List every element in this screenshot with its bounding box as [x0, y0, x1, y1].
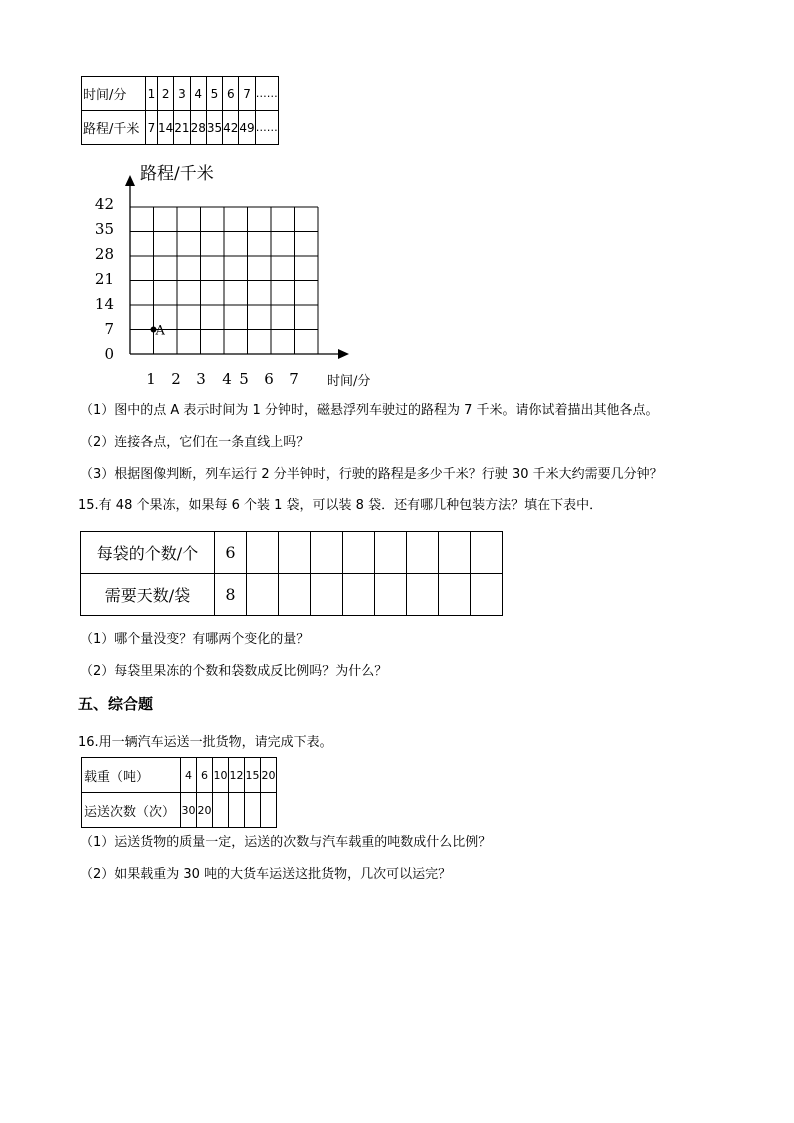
y-tick-label: 0 [104, 345, 114, 363]
x-tick-label: 4 [222, 370, 232, 388]
table-cell-empty[interactable] [311, 574, 343, 616]
table-cell: 8 [215, 574, 247, 616]
q14-part3: （3）根据图像判断，列车运行 2 分半钟时，行驶的路程是多少千米？行驶 30 千米大约需要几分钟？ [80, 467, 663, 482]
table-cell: …… [255, 111, 278, 145]
table-cell: 42 [223, 111, 239, 145]
table-header-cell: 载重（吨） [82, 758, 181, 793]
table-cell-empty[interactable] [407, 532, 439, 574]
table-cell-empty[interactable] [213, 793, 229, 828]
q14-part1: （1）图中的点 A 表示时间为 1 分钟时，磁悬浮列车驶过的路程为 7 千米。请你试着描出其他各点。 [80, 403, 659, 418]
q16-part2: （2）如果载重为 30 吨的大货车运送这批货物，几次可以运完？ [80, 867, 452, 882]
table-cell: 4 [181, 758, 197, 793]
table-cell: 6 [223, 77, 239, 111]
table-row [82, 793, 277, 828]
x-tick-label: 3 [196, 370, 206, 388]
table-cell: 12 [229, 758, 245, 793]
table-cell: …… [255, 77, 278, 111]
x-tick-label: 5 [239, 370, 249, 388]
table-cell: 20 [261, 758, 277, 793]
table-cell: 20 [197, 793, 213, 828]
q15-part2: （2）每袋里果冻的个数和袋数成反比例吗？为什么？ [80, 664, 388, 679]
table-cell: 49 [239, 111, 255, 145]
table-cell: 14 [158, 111, 174, 145]
table-cell-empty[interactable] [245, 793, 261, 828]
q14-part2: （2）连接各点，它们在一条直线上吗？ [80, 435, 310, 450]
table-cell-empty[interactable] [261, 793, 277, 828]
x-axis-label: 时间/分 [327, 374, 371, 389]
y-tick-label: 42 [94, 195, 114, 213]
table-cell: 15 [245, 758, 261, 793]
y-tick-label: 28 [94, 245, 114, 263]
table-cell-empty[interactable] [343, 532, 375, 574]
table-cell-empty[interactable] [407, 574, 439, 616]
table-cell-empty[interactable] [439, 532, 471, 574]
y-tick-label: 7 [104, 320, 114, 338]
q16-part1: （1）运送货物的质量一定，运送的次数与汽车载重的吨数成什么比例？ [80, 835, 492, 850]
table-cell-empty[interactable] [471, 574, 503, 616]
table-cell-empty[interactable] [279, 532, 311, 574]
table-cell-empty[interactable] [471, 532, 503, 574]
table-cell-empty[interactable] [343, 574, 375, 616]
table-cell: 6 [197, 758, 213, 793]
table-cell-empty[interactable] [279, 574, 311, 616]
table-cell-empty[interactable] [247, 574, 279, 616]
table-cell-empty[interactable] [439, 574, 471, 616]
table-cell-empty[interactable] [247, 532, 279, 574]
table-cell: 5 [206, 77, 222, 111]
y-axis-arrow [125, 175, 135, 186]
table-cell: 4 [190, 77, 206, 111]
q15-part1: （1）哪个量没变？有哪两个变化的量？ [80, 632, 310, 647]
table-cell: 3 [174, 77, 190, 111]
table-cell-empty[interactable] [375, 574, 407, 616]
x-tick-label: 7 [289, 370, 299, 388]
x-axis-arrow [338, 349, 349, 359]
table-header-cell: 运送次数（次） [82, 793, 181, 828]
table-header-cell: 时间/分 [82, 77, 146, 111]
cargo-table [81, 757, 277, 828]
table-cell: 2 [158, 77, 174, 111]
x-tick-label: 1 [146, 370, 156, 388]
table-header-cell: 需要天数/袋 [81, 574, 215, 616]
table-cell-empty[interactable] [375, 532, 407, 574]
table-row [81, 574, 503, 616]
table-cell: 7 [146, 111, 158, 145]
table-cell: 7 [239, 77, 255, 111]
table-cell-empty[interactable] [229, 793, 245, 828]
table-cell: 30 [181, 793, 197, 828]
table-cell: 10 [213, 758, 229, 793]
distance-time-chart [0, 0, 794, 400]
y-tick-label: 21 [94, 270, 114, 288]
q16-stem: 16.用一辆汽车运送一批货物，请完成下表。 [78, 735, 333, 750]
q15-stem: 15.有 48 个果冻，如果每 6 个装 1 袋，可以装 8 袋．还有哪几种包装方法？填在下表中． [78, 498, 603, 513]
y-tick-label: 14 [94, 295, 114, 313]
x-tick-label: 6 [264, 370, 274, 388]
point-label: A [155, 323, 165, 339]
table-cell-empty[interactable] [311, 532, 343, 574]
y-axis-label: 路程/千米 [140, 164, 214, 184]
table-cell: 21 [174, 111, 190, 145]
table-row [81, 532, 503, 574]
jelly-packing-table [80, 531, 503, 616]
y-tick-label: 35 [94, 220, 114, 238]
table-row [82, 758, 277, 793]
table-cell: 35 [206, 111, 222, 145]
table-header-cell: 路程/千米 [82, 111, 146, 145]
table-cell: 6 [215, 532, 247, 574]
section-title: 五、综合题 [78, 695, 154, 713]
table-cell: 1 [146, 77, 158, 111]
table-cell: 28 [190, 111, 206, 145]
x-tick-label: 2 [171, 370, 181, 388]
table-header-cell: 每袋的个数/个 [81, 532, 215, 574]
